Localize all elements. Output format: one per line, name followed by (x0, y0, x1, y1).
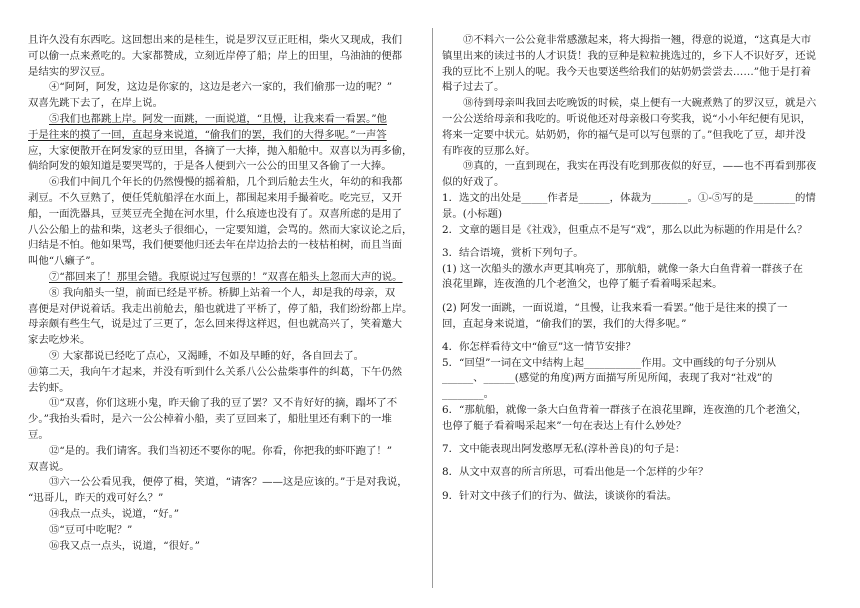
passage-line: 且许久没有东西吃。这回想出来的是桂生，说是罗汉豆正旺相，柴火又现成，我们 (28, 34, 403, 46)
passage-line: 叫他“八癞子”。 (28, 255, 101, 268)
passage-line: 去钓虾。 (28, 381, 70, 394)
passage-line: ⑦“都回来了！那里会错。我原说过写包票的！”双喜在船头上忽而大声的说。 (49, 270, 403, 283)
passage-line: 母亲颇有些生气，说是过了三更了，怎么回来得这样迟，但也就高兴了，笑着邀大 (28, 318, 403, 331)
answer-space (442, 458, 840, 466)
passage-line: “迅哥儿，昨天的戏可好么？” (28, 492, 164, 505)
question-line: 3．结合语境，赏析下列句子。 (442, 246, 584, 259)
passage-line: ⑯我又点一点头，说道，“很好。” (49, 539, 200, 552)
passage-line: 于是往来的摸了一回，直起身来说道，“偷我们的罢，我们的大得多呢。”一声答 (28, 128, 387, 141)
passage-line: ⑩第二天，我向午才起来，并没有听到什么关系八公公盐柴事件的纠葛，下午仍然 (28, 365, 403, 378)
question-line: 1．选文的出处是_____作者是______，体裁为_______。①-⑤写的是________的情 (442, 191, 816, 204)
question-line: 4．你怎样看待文中“偷豆”这一情节安排？ (442, 340, 636, 353)
question-line: ⑲真的，一直到现在，我实在再没有吃到那夜似的好豆，——也不再看到那夜 (463, 160, 817, 173)
passage-line: 双喜说。 (28, 460, 70, 473)
question-line: (2) 阿发一面跳，一面说道，“且慢，让我来看一看罢。”他于是往来的摸了一 (442, 301, 788, 314)
reading-passage-column (28, 33, 423, 554)
passage-line: 船，一面洗器具，豆荚豆壳全抛在河水里，什么痕迹也没有了。双喜所虑的是用了 (28, 207, 403, 220)
passage-line: ⑨ 大家都说已经吃了点心，又渴睡，不如及早睡的好，各自回去了。 (49, 349, 365, 362)
questions-column (442, 33, 840, 505)
passage-line: 少。”我抬头看时，是六一公公棹着小船，卖了豆回来了，船肚里还有剩下的一堆 (28, 413, 392, 426)
question-line: 楫子过去了。 (442, 81, 505, 94)
passage-line: 剥豆。不久豆熟了，便任凭航船浮在水面上，都围起来用手撮着吃。吃完豆，又开 (28, 191, 403, 204)
question-line: 镇里出来的读过书的人才识货！我的豆种是粒粒挑选过的，乡下人不识好歹，还说 (442, 49, 817, 62)
passage-line: 倘给阿发的娘知道是要哭骂的，于是各人便到六一公公的田里又各偷了一大捧。 (28, 160, 392, 173)
passage-line: 可以偷一点来煮吃的。大家都赞成，立刻近岸停了船；岸上的田里，乌油油的便都 (28, 49, 403, 62)
question-line: 我的豆比不上别人的呢。我今天也要送些给我们的姑奶奶尝尝去……”他于是打着 (442, 65, 811, 78)
passage-line: 喜便是对伊说着话。我走出前舱去，船也就进了平桥了，停了船，我们纷纷都上岸。 (28, 302, 413, 315)
question-line: ______、______(感觉的角度)两方面描写所见所闻，表现了我对“社戏”的 (442, 372, 773, 385)
answer-space (442, 293, 840, 301)
question-line: (1) 这一次船头的激水声更其响亮了，那航船，就像一条大白鱼背着一群孩子在 (442, 262, 803, 275)
passage-line: ④“阿阿，阿发，这边是你家的，这边是老六一家的，我们偷那一边的呢？” (49, 81, 393, 94)
passage-line: 豆。 (28, 428, 49, 441)
question-line: 有昨夜的豆那么好。 (442, 144, 536, 157)
passage-line: ⑤我们也都跳上岸。阿发一面跳，一面说道，“且慢，让我来看一看罢。”他 (49, 112, 387, 125)
question-line: 似的好戏了。 (442, 176, 505, 189)
question-line: 5．“回望”一词在文中结构上起___________作用。文中画线的句子分别从 (442, 356, 777, 369)
question-line: ⑱待到母亲叫我回去吃晚饭的时候，桌上便有一大碗煮熟了的罗汉豆，就是六 (463, 97, 817, 110)
question-line: 2．文章的题目是《社戏》，但重点不是写“戏”，那么以此为标题的作用是什么？ (442, 223, 808, 236)
column-divider (432, 28, 433, 588)
question-line: 也停了艇子看着喝采起来”一句在表达上有什么妙处？ (442, 419, 687, 432)
passage-line: ⑪“双喜，你们这班小鬼，昨天偷了我的豆了罢？又不肯好好的摘，蹋坏了不 (49, 397, 398, 410)
passage-line: ⑧ 我向船头一望，前面已经是平桥。桥脚上站着一个人，却是我的母亲，双 (49, 286, 396, 299)
question-line: 景。(小标题) (442, 207, 503, 220)
passage-line: ⑭我点一点头，说道，“好。” (49, 507, 180, 520)
question-line: ⑰不料六一公公竟非常感激起来，将大拇指一翘，得意的说道，“这真是大市 (463, 34, 812, 46)
question-line: ________。 (442, 388, 494, 401)
question-line: 将来一定要中状元。姑奶奶，你的福气是可以写包票的了。”但我吃了豆，却并没 (442, 128, 806, 141)
question-line: 浪花里蹿，连夜渔的几个老渔父，也停了艇子看着喝采起来。 (442, 278, 723, 291)
question-line: 6．“那航船，就像一条大白鱼背着一群孩子在浪花里蹿，连夜渔的几个老渔父， (442, 404, 808, 417)
answer-space (442, 332, 840, 340)
passage-line: 双喜先跳下去了，在岸上说。 (28, 97, 164, 110)
answer-space (442, 435, 840, 443)
passage-line: ⑫“是的。我们请客。我们当初还不要你的呢。你看，你把我的虾吓跑了！” (49, 444, 393, 457)
passage-line: ⑮“豆可中吃呢？” (49, 523, 133, 536)
passage-line: 归结是不怕。他如果骂，我们便要他归还去年在岸边拾去的一枝枯桕树，而且当面 (28, 239, 403, 252)
question-line: 7．文中能表现出阿发憨厚无私(淳朴善良)的句子是： (442, 443, 686, 456)
question-line: 9．针对文中孩子们的行为、做法，谈谈你的看法。 (442, 489, 678, 502)
passage-line: 八公公船上的盐和柴，这老头子很细心，一定要知道，会骂的。然而大家议论之后， (28, 223, 413, 236)
answer-space (442, 481, 840, 489)
question-line: 8．从文中双喜的所言所思，可看出他是一个怎样的少年？ (442, 466, 709, 479)
passage-line: 应，大家便散开在阿发家的豆田里，各摘了一大捧，抛入船舱中。双喜以为再多偷， (28, 144, 413, 157)
answer-space (442, 238, 840, 246)
passage-line: 是结实的罗汉豆。 (28, 65, 112, 78)
passage-line: ⑥我们中间几个年长的仍然慢慢的摇着船，几个到后舱去生火，年幼的和我都 (49, 176, 403, 189)
passage-line: ⑬六一公公看见我，便停了楫，笑道，“请客？——这是应该的。”于是对我说， (49, 476, 408, 489)
question-line: 一公公送给母亲和我吃的。听说他还对母亲极口夸奖我，说“小小年纪便有见识， (442, 112, 811, 125)
passage-line: 家去吃炒米。 (28, 334, 91, 347)
question-line: 回，直起身来说道，“偷我们的罢，我们的大得多呢。” (442, 317, 687, 330)
